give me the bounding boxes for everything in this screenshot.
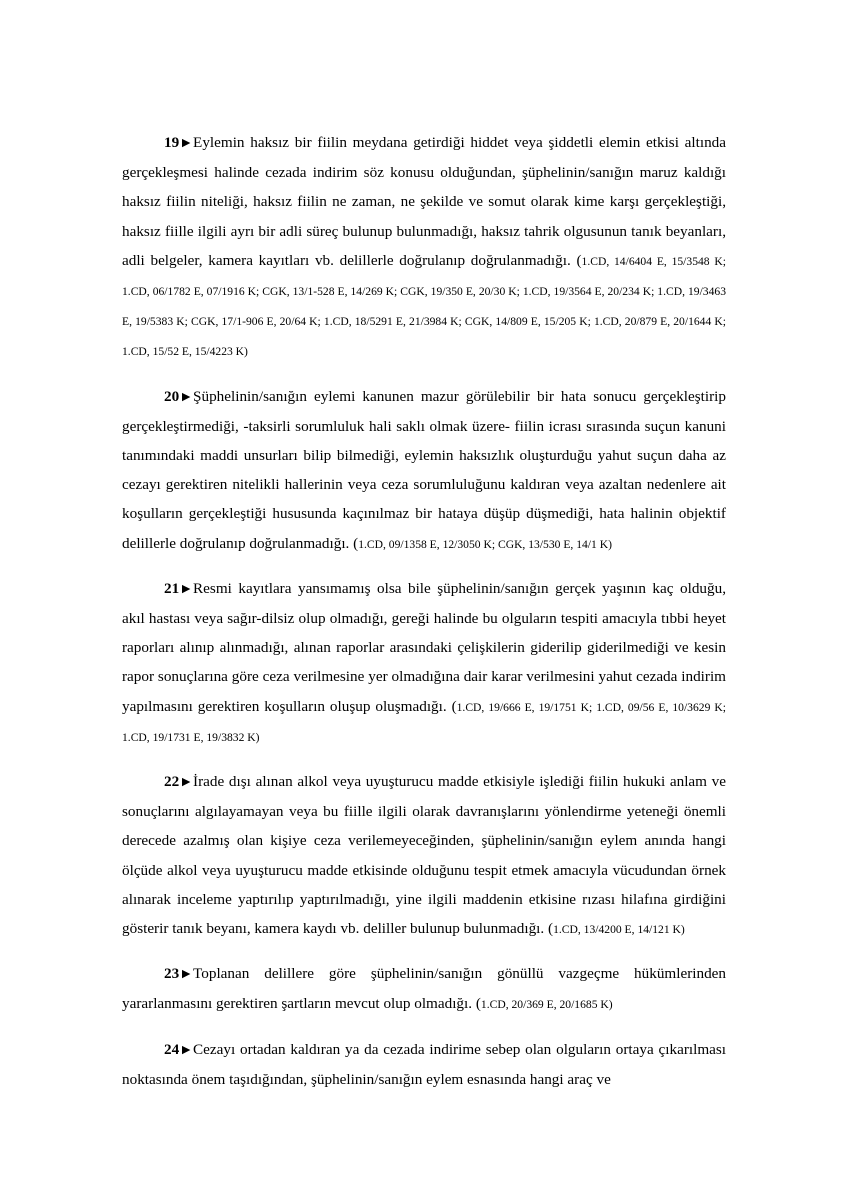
paragraph-number: 20: [164, 387, 180, 405]
paragraph-number: 21: [164, 579, 180, 597]
paragraph-text: Resmi kayıtlara yansımamış olsa bile şüphelinin/sanığın gerçek yaşının kaç olduğu, akıl hastası veya sağır-dilsiz olup olmadığı, gereği halinde bu olguların tespiti amacıyla tıbbi heyet raporları alınıp alınmadığı, alınan raporlar arasındaki çelişkilerin giderilip giderilmediği ve kesin rapor sonuçlarına göre ceza verilmesine yer olmadığına dair karar verilmesini yahut cezada indirim yapılmasını gerektiren koşulların oluşup oluşmadığı. (: [122, 579, 726, 715]
case-citation: 1.CD, 09/1358 E, 12/3050 K; CGK, 13/530 E, 14/1 K): [358, 537, 612, 551]
case-citation: 1.CD, 19/666 E, 19/1751 K; 1.CD, 09/56 E, 10/3629 K; 1.CD, 19/1731 E, 19/3832 K): [122, 700, 726, 744]
paragraph-24: [122, 1035, 726, 1094]
paragraph-23: [122, 959, 726, 1019]
arrow-marker-icon: ►: [179, 1042, 194, 1058]
paragraph-number: 23: [164, 965, 180, 983]
case-citation: 1.CD, 13/4200 E, 14/121 K): [553, 923, 685, 937]
paragraph-number: 22: [164, 773, 180, 791]
paragraph-20: [122, 382, 726, 559]
arrow-marker-icon: ►: [179, 389, 194, 405]
arrow-marker-icon: ►: [179, 967, 194, 983]
paragraph-22: [122, 767, 726, 944]
paragraph-text: Cezayı ortadan kaldıran ya da cezada indirime sebep olan olguların ortaya çıkarılması noktasında önem taşıdığından, şüphelinin/sanığın eylem esnasında hangi araç ve: [122, 1040, 726, 1088]
paragraph-text: Eylemin haksız bir fiilin meydana getirdiği hiddet veya şiddetli elemin etkisi altında gerçekleşmesi halinde cezada indirim söz konusu olduğundan, şüphelinin/sanığın maruz kaldığı haksız fiilin niteliği, haksız fiilin ne zaman, ne şekilde ve somut olarak kime karşı gerçekleştiği, haksız fiille ilgili ayrı bir adli süreç bulunup bulunmadığı, haksız tahrik olgusunun tanık beyanları, adli belgeler, kamera kayıtları vb. delillerle doğrulanıp doğrulanmadığı. (: [122, 134, 726, 269]
paragraph-text: Toplanan delillere göre şüphelinin/sanığın gönüllü vazgeçme hükümlerinden yararlanmasını gerektiren şartların mevcut olup olmadığı. (: [122, 965, 726, 1013]
arrow-marker-icon: ►: [179, 775, 194, 791]
arrow-marker-icon: ►: [179, 581, 194, 597]
case-citation: 1.CD, 20/369 E, 20/1685 K): [480, 998, 613, 1012]
paragraph-number: 19: [164, 134, 180, 151]
document-page: [122, 128, 726, 1109]
paragraph-19: [122, 128, 726, 367]
paragraph-text: İrade dışı alınan alkol veya uyuşturucu madde etkisiyle işlediği fiilin hukuki anlam ve sonuçlarını algılayamayan veya bu fiille ilgili olarak davranışlarını yönlendirme yeteneği önemli derecede azalmış olan kişiye ceza verilemeyeceğinden, şüphelinin/sanığın eylem anında hangi ölçüde alkol veya uyuşturucu madde etkisinde olduğunu tespit etmek amacıyla vücudundan örnek alınarak inceleme yaptırılıp yaptırılmadığı, yine ilgili maddenin etkisine rızası hilafına girdiğini gösterir tanık beyanı, kamera kaydı vb. deliller bulunup bulunmadığı. (: [122, 773, 726, 938]
paragraph-21: [122, 574, 726, 752]
case-citation: 1.CD, 14/6404 E, 15/3548 K; 1.CD, 06/1782 E, 07/1916 K; CGK, 13/1-528 E, 14/269 K; CGK, 19/350 E, 20/30 K; 1.CD, 19/3564 E, 20/234 K; 1.CD, 19/3463 E, 19/5383 K; CGK, 17/1-906 E, 20/64 K; 1.CD, 18/5291 E, 21/3984 K; CGK, 14/809 E, 15/205 K; 1.CD, 20/879 E, 20/1644 K; 1.CD, 15/52 E, 15/4223 K): [122, 254, 726, 359]
paragraph-text: Şüphelinin/sanığın eylemi kanunen mazur görülebilir bir hata sonucu gerçekleştirip gerçekleştirmediği, -taksirli sorumluluk hali saklı olmak üzere- fiilin icrası sırasında suçun kanuni tanımındaki maddi unsurları bilip bilmediği, eylemin haksızlık oluşturduğu yahut suçun daha az cezayı gerektiren nitelikli hallerinin veya ceza sorumluluğunu kaldıran veya azaltan nedenlere ait koşulların gerçekleştiği hususunda kaçınılmaz bir hataya düşüp düşmediği, hata halinin objektif delillerle doğrulanıp doğrulanmadığı. (: [122, 387, 726, 552]
arrow-marker-icon: ►: [179, 136, 194, 151]
paragraph-number: 24: [164, 1040, 180, 1058]
